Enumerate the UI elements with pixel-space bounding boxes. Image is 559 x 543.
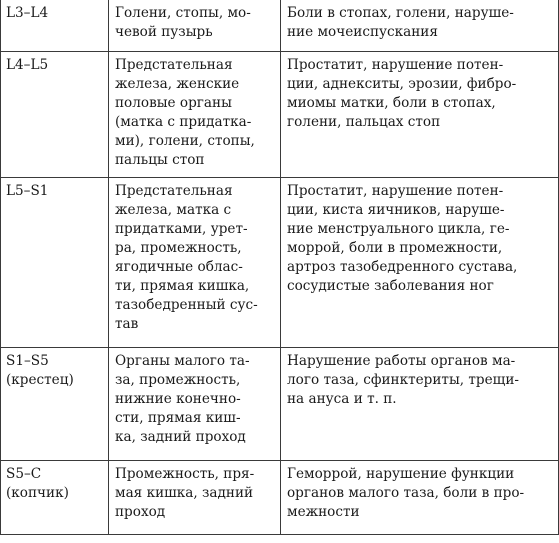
disorders-text: межности <box>287 504 360 520</box>
organs-cell <box>109 178 281 348</box>
disorders-cell <box>281 461 559 535</box>
disorders-text: моррой, боли в промежности, <box>287 240 503 256</box>
disorders-text: ции, аднекситы, эрозии, фибро- <box>287 76 517 92</box>
organs-text: чевой пузырь <box>115 24 213 40</box>
disorders-text: ции, киста яичников, наруше- <box>287 202 505 218</box>
organs-text: ми), голени, стопы, <box>115 133 255 149</box>
organs-text: железа, матка с <box>115 202 232 218</box>
organs-text: Голени, стопы, мо- <box>115 5 251 21</box>
disorders-text: на ануса и т. п. <box>287 391 397 407</box>
disorders-cell <box>281 0 559 52</box>
table-row <box>1 348 559 461</box>
disorders-text: Геморрой, нарушение функции <box>287 466 515 482</box>
organs-text: половые органы <box>115 95 232 111</box>
organs-text: тазобедренный сус- <box>115 297 258 313</box>
segment-cell <box>1 0 109 52</box>
segment-text: L4–L5 <box>6 57 49 73</box>
organs-text: Органы малого та- <box>115 353 250 369</box>
organs-text: проход <box>115 504 166 520</box>
table-row <box>1 461 559 535</box>
disorders-text: Простатит, нарушение потен- <box>287 57 504 73</box>
segment-cell <box>1 178 109 348</box>
organs-text: Промежность, пря- <box>115 466 255 482</box>
organs-text: сти, прямая киш- <box>115 410 241 426</box>
disorders-text: артроз тазобедренного сустава, <box>287 259 518 275</box>
disorders-text: ние мочеиспускания <box>287 24 438 40</box>
disorders-text: ние менструального цикла, ге- <box>287 221 510 237</box>
segment-cell <box>1 52 109 178</box>
organs-text: ти, прямая кишка, <box>115 278 250 294</box>
organs-text: железа, женские <box>115 76 240 92</box>
organs-cell <box>109 0 281 52</box>
organs-text: Предстательная <box>115 183 233 199</box>
organs-text: ра, промежность, <box>115 240 242 256</box>
disorders-cell <box>281 178 559 348</box>
disorders-cell <box>281 52 559 178</box>
segment-cell <box>1 461 109 535</box>
table-row <box>1 52 559 178</box>
table-row <box>1 178 559 348</box>
disorders-text: сосудистые заболевания ног <box>287 278 494 294</box>
disorders-text: лого таза, сфинктериты, трещи- <box>287 372 519 388</box>
segment-subtext: (крестец) <box>6 372 74 388</box>
organs-text: мая кишка, задний <box>115 485 254 501</box>
disorders-cell <box>281 348 559 461</box>
organs-text: нижние конечно- <box>115 391 241 407</box>
segment-text: S5–C <box>6 466 42 482</box>
disorders-text: миомы матки, боли в стопах, <box>287 95 496 111</box>
disorders-text: органов малого таза, боли в про- <box>287 485 525 501</box>
organs-text: за, промежность, <box>115 372 241 388</box>
disorders-text: Боли в стопах, голени, нарушe- <box>287 5 514 21</box>
organs-cell <box>109 461 281 535</box>
segment-cell <box>1 348 109 461</box>
organs-text: (матка с придатка- <box>115 114 252 130</box>
disorders-text: Простатит, нарушение потен- <box>287 183 504 199</box>
segment-text: S1–S5 <box>6 353 49 369</box>
disorders-text: Нарушение работы органов ма- <box>287 353 516 369</box>
table-row <box>1 0 559 52</box>
organs-text: ягодичные облас- <box>115 259 243 275</box>
organs-text: ка, задний проход <box>115 429 246 445</box>
segment-text: L5–S1 <box>6 183 49 199</box>
segment-subtext: (копчик) <box>6 485 69 501</box>
organs-text: Предстательная <box>115 57 233 73</box>
organs-cell <box>109 52 281 178</box>
disorders-text: голени, пальцах стоп <box>287 114 441 130</box>
organs-text: пальцы стоп <box>115 152 205 168</box>
organs-text: придатками, урет- <box>115 221 248 237</box>
organs-cell <box>109 348 281 461</box>
segment-text: L3–L4 <box>6 5 49 21</box>
organs-text: тав <box>115 316 139 332</box>
